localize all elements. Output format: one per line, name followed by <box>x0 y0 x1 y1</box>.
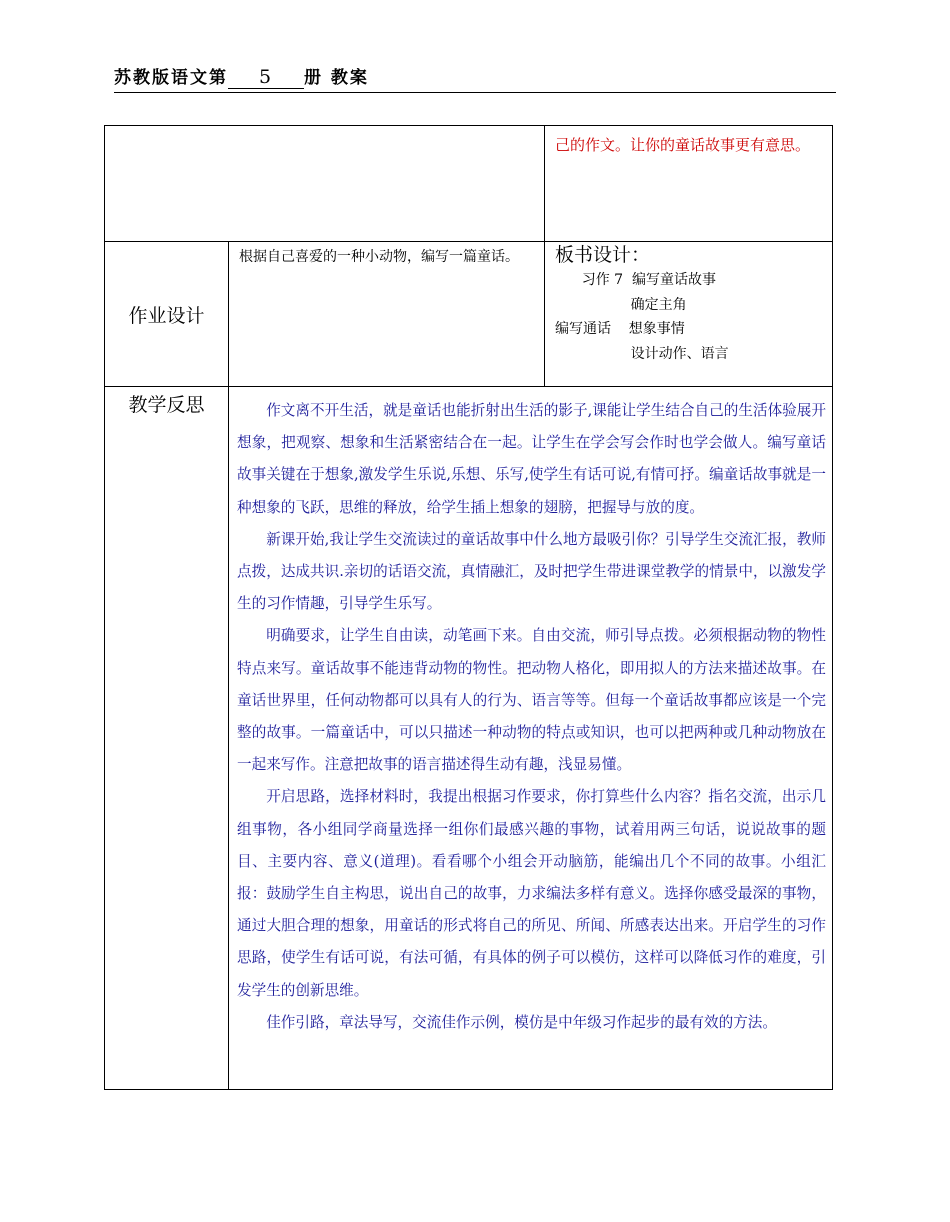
continuation-cell <box>545 126 833 242</box>
reflection-paragraph: 作文离不开生活，就是童话也能折射出生活的影子,课能让学生结合自己的生活体验展开想象，把观察、想象和生活紧密结合在一起。让学生在学会写会作时也学会做人。编写童话故事关键在于想象,激发学生乐说,乐想、乐写,使学生有话可说,有情可抒。编童话故事就是一种想象的飞跃，思维的释放，给学生插上想象的翅膀，把握导与放的度。 <box>237 402 826 516</box>
board-line: 习作 7 编写童话故事 <box>555 272 716 288</box>
volume-number: 5 <box>228 66 304 89</box>
homework-label: 作业设计 <box>128 304 205 327</box>
board-design-cell <box>545 242 833 387</box>
header-prefix: 苏教版语文第 <box>114 68 228 88</box>
homework-cell <box>229 242 545 387</box>
board-line: 设计动作、语言 <box>555 345 729 362</box>
board-line: 确定主角 <box>555 296 687 313</box>
lesson-plan-table <box>104 125 833 1090</box>
reflection-paragraph: 开启思路，选择材料时，我提出根据习作要求，你打算些什么内容？指名交流，出示几组事物，各小组同学商量选择一组你们最感兴趣的事物，试着用两三句话，说说故事的题目、主要内容、意义(道理)。看看哪个小组会开动脑筋，能编出几个不同的故事。小组汇报：鼓励学生自主构思，说出自己的故事，力求编法多样有意义。选择你感受最深的事物，通过大胆合理的想象，用童话的形式将自己的所见、所闻、所感表达出来。开启学生的习作思路，使学生有话可说，有法可循，有具体的例子可以模仿，这样可以降低习作的难度，引发学生的创新思维。 <box>237 788 826 999</box>
reflection-paragraph: 新课开始,我让学生交流读过的童话故事中什么地方最吸引你？引导学生交流汇报，教师点拨，达成共识.亲切的话语交流，真情融汇，及时把学生带进课堂教学的情景中，以激发学生的习作情趣，引导学生乐写。 <box>237 530 826 613</box>
reflection-label-cell <box>105 387 229 1090</box>
homework-label-cell <box>105 242 229 387</box>
reflection-paragraph: 明确要求，让学生自由读，动笔画下来。自由交流，师引导点拨。必须根据动物的物性特点来写。童话故事不能违背动物的物性。把动物人格化，即用拟人的方法来描述故事。在童话世界里，任何动物都可以具有人的行为、语言等等。但每一个童话故事都应该是一个完整的故事。一篇童话中，可以只描述一种动物的特点或知识，也可以把两种或几种动物放在一起来写作。注意把故事的语言描述得生动有趣，浅显易懂。 <box>237 627 826 774</box>
board-design-title: 板书设计： <box>555 244 651 266</box>
homework-content: 根据自己喜爱的一种小动物，编写一篇童话。 <box>239 249 519 265</box>
reflection-label: 教学反思 <box>128 394 205 416</box>
board-design <box>545 242 832 366</box>
continuation-text: 己的作文。让你的童话故事更有意思。 <box>555 136 811 154</box>
header-suffix: 册 教案 <box>304 68 369 88</box>
empty-cell <box>105 126 545 242</box>
page-header <box>114 64 836 93</box>
board-line: 编写通话 想象事情 <box>555 321 685 337</box>
reflection-cell <box>229 387 833 1090</box>
reflection-body <box>229 387 832 1039</box>
reflection-paragraph: 佳作引路，章法导写，交流佳作示例，模仿是中年级习作起步的最有效的方法。 <box>266 1013 777 1031</box>
homework-row <box>105 242 833 387</box>
continuation-row <box>105 126 833 242</box>
reflection-row <box>105 387 833 1090</box>
